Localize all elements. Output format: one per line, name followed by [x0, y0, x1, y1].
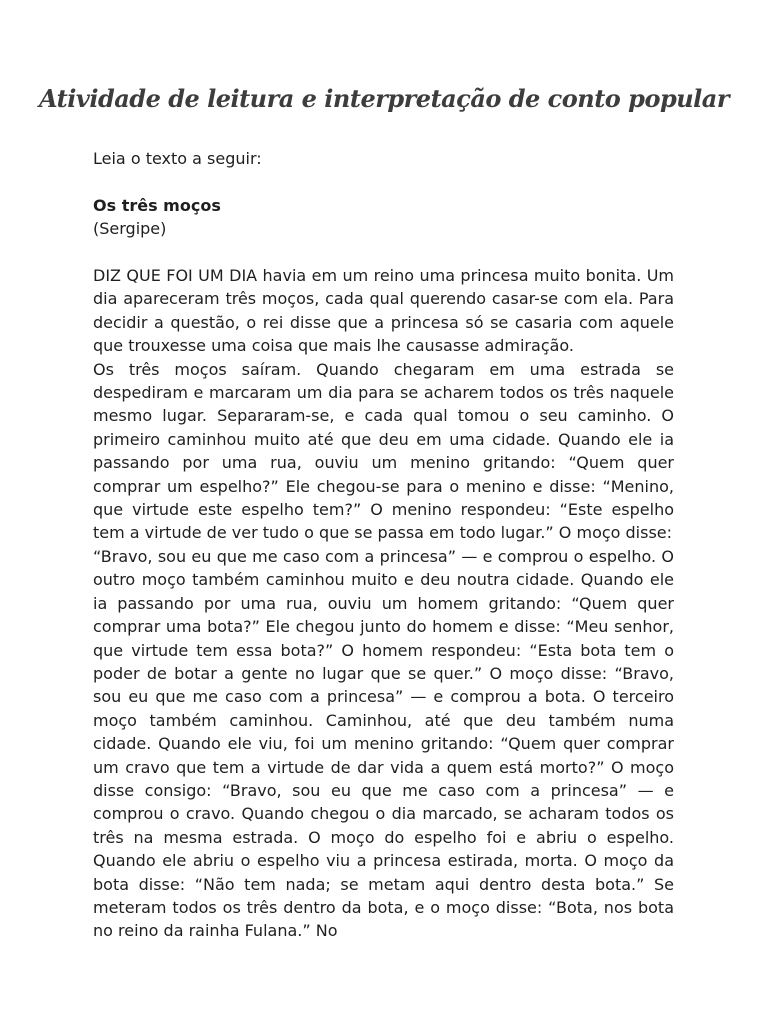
document-body	[93, 147, 674, 943]
intro-text: Leia o texto a seguir:	[93, 149, 262, 168]
story-paragraph: “Bravo, sou eu que me caso com a princesa” — e comprou o espelho. O outro moço também caminhou muito e deu noutra cidade. Quando ele ia passando por uma rua, ouviu um homem gritando: “Quem quer comprar uma bota?” Ele chegou junto do homem e disse: “Meu senhor, que virtude tem essa bota?” O homem respondeu: “Esta bota tem o poder de botar a gente no lugar que se quer.” O moço disse: “Bravo, sou eu que me caso com a princesa” — e comprou a bota. O terceiro moço também caminhou. Caminhou, até que deu também numa cidade. Quando ele viu, foi um menino gritando: “Quem quer comprar um cravo que tem a virtude de dar vida a quem está morto?” O moço disse consigo: “Bravo, sou eu que me caso com a princesa” — e comprou o cravo. Quando chegou o dia marcado, se acharam todos os três na mesma estrada. O moço do espelho foi e abriu o espelho. Quando ele abriu o espelho viu a princesa estirada, morta. O moço da bota disse: “Não tem nada; se metam aqui dentro desta bota.” Se meteram todos os três dentro da bota, e o moço disse: “Bota, nos bota no reino da rainha Fulana.” No	[93, 546, 674, 941]
story-paragraph: Os três moços saíram. Quando chegaram em uma estrada se despediram e marcaram um dia para se acharem todos os três naquele mesmo lugar. Separaram-se, e cada qual tomou o seu caminho. O primeiro caminhou muito até que deu em uma cidade. Quando ele ia passando por uma rua, ouviu um menino gritando: “Quem quer comprar um espelho?” Ele chegou-se para o menino e disse: “Menino, que virtude este espelho tem?” O menino respondeu: “Este espelho tem a virtude de ver tudo o que se passa em todo lugar.” O moço disse:	[93, 359, 674, 543]
story-paragraph: DIZ QUE FOI UM DIA havia em um reino uma princesa muito bonita. Um dia apareceram três moços, cada qual querendo casar-se com ela. Para decidir a questão, o rei disse que a princesa só se casaria com aquele que trouxesse uma coisa que mais lhe causasse admiração.	[93, 266, 674, 356]
story-title: Os três moços	[93, 195, 221, 215]
story-region: (Sergipe)	[93, 219, 167, 239]
page-title: Atividade de leitura e interpretação de conto popular	[38, 84, 729, 113]
